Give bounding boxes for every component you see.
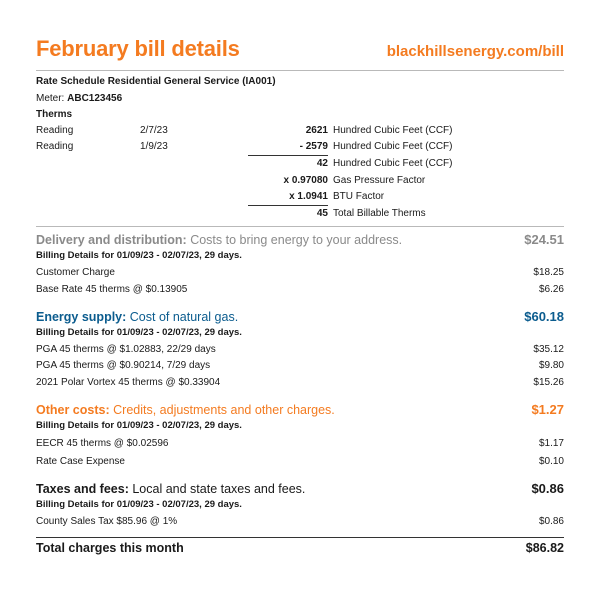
taxes-billing-details: Billing Details for 01/09/23 - 02/07/23, 29 days. xyxy=(36,499,242,510)
line-item-label: Rate Case Expense xyxy=(36,456,125,467)
line-item-label: Base Rate 45 therms @ $0.13905 xyxy=(36,284,188,295)
energy-supply-description: Cost of natural gas. xyxy=(129,310,239,324)
page-header xyxy=(36,36,564,68)
meter-label: Meter: xyxy=(36,93,65,104)
line-item-amount: $15.26 xyxy=(533,377,564,388)
delivery-description: Costs to bring energy to your address. xyxy=(190,233,403,247)
line-item-label: 2021 Polar Vortex 45 therms @ $0.33904 xyxy=(36,377,221,388)
delivery-amount: $24.51 xyxy=(524,232,564,247)
reading-value: 2621 xyxy=(305,125,328,136)
taxes-section-header xyxy=(36,481,564,496)
delivery-heading xyxy=(36,233,402,247)
reading-date: 1/9/23 xyxy=(140,141,168,152)
reading-unit: Hundred Cubic Feet (CCF) xyxy=(333,125,453,136)
total-charges-amount: $86.82 xyxy=(525,541,564,555)
reading-label: Reading xyxy=(36,125,74,136)
line-item-amount: $6.26 xyxy=(538,284,564,295)
total-therms-label: Total Billable Therms xyxy=(333,208,426,219)
total-charges-label: Total charges this month xyxy=(36,541,184,555)
taxes-description: Local and state taxes and fees. xyxy=(132,482,306,496)
line-item xyxy=(36,359,564,373)
btu-factor-value: x 1.0941 xyxy=(289,191,328,202)
other-costs-billing-details: Billing Details for 01/09/23 - 02/07/23, 29 days. xyxy=(36,420,242,431)
delivery-billing-details: Billing Details for 01/09/23 - 02/07/23, 29 days. xyxy=(36,250,242,261)
other-costs-amount: $1.27 xyxy=(531,402,564,417)
line-item-label: Customer Charge xyxy=(36,267,115,278)
line-item-amount: $0.10 xyxy=(538,456,564,467)
line-item xyxy=(36,266,564,280)
taxes-amount: $0.86 xyxy=(531,481,564,496)
line-item-label: County Sales Tax $85.96 @ 1% xyxy=(36,516,178,527)
energy-supply-amount: $60.18 xyxy=(524,309,564,324)
meter-line xyxy=(36,93,122,104)
other-costs-title: Other costs: xyxy=(36,403,110,417)
taxes-heading xyxy=(36,482,305,496)
line-item xyxy=(36,437,564,451)
section-divider xyxy=(36,226,564,227)
total-therms-line xyxy=(248,205,328,206)
therms-heading: Therms xyxy=(36,109,73,120)
other-costs-heading xyxy=(36,403,335,417)
line-item-amount: $18.25 xyxy=(533,267,564,278)
page-title: February bill details xyxy=(36,36,240,61)
total-divider xyxy=(36,537,564,538)
line-item xyxy=(36,515,564,529)
line-item xyxy=(36,455,564,469)
other-costs-description: Credits, adjustments and other charges. xyxy=(113,403,335,417)
btu-factor-label: BTU Factor xyxy=(333,191,385,202)
delivery-title: Delivery and distribution: xyxy=(36,233,187,247)
pressure-factor-value: x 0.97080 xyxy=(283,175,328,186)
taxes-title: Taxes and fees: xyxy=(36,482,129,496)
meter-id: ABC123456 xyxy=(67,93,123,104)
ccf-unit: Hundred Cubic Feet (CCF) xyxy=(333,158,453,169)
line-item xyxy=(36,283,564,297)
energy-supply-title: Energy supply: xyxy=(36,310,127,324)
line-item-label: PGA 45 therms @ $0.90214, 7/29 days xyxy=(36,360,211,371)
line-item-amount: $9.80 xyxy=(538,360,564,371)
ccf-difference: 42 xyxy=(316,158,328,169)
bill-url-link[interactable]: blackhillsenergy.com/bill xyxy=(386,43,564,60)
line-item xyxy=(36,343,564,357)
line-item-amount: $35.12 xyxy=(533,344,564,355)
total-charges-row xyxy=(36,541,564,555)
energy-supply-section-header xyxy=(36,309,564,324)
pressure-factor-label: Gas Pressure Factor xyxy=(333,175,426,186)
energy-supply-heading xyxy=(36,310,238,324)
reading-label: Reading xyxy=(36,141,74,152)
header-divider xyxy=(36,70,564,71)
reading-date: 2/7/23 xyxy=(140,125,168,136)
rate-schedule: Rate Schedule Residential General Service (IA001) xyxy=(36,76,276,87)
line-item-amount: $0.86 xyxy=(538,516,564,527)
other-costs-section-header xyxy=(36,402,564,417)
subtotal-line xyxy=(248,155,328,156)
line-item xyxy=(36,376,564,390)
reading-value: - 2579 xyxy=(299,141,328,152)
total-therms-value: 45 xyxy=(316,208,328,219)
energy-supply-billing-details: Billing Details for 01/09/23 - 02/07/23, 29 days. xyxy=(36,327,242,338)
delivery-section-header xyxy=(36,232,564,247)
line-item-label: EECR 45 therms @ $0.02596 xyxy=(36,438,169,449)
line-item-amount: $1.17 xyxy=(538,438,564,449)
reading-unit: Hundred Cubic Feet (CCF) xyxy=(333,141,453,152)
line-item-label: PGA 45 therms @ $1.02883, 22/29 days xyxy=(36,344,216,355)
